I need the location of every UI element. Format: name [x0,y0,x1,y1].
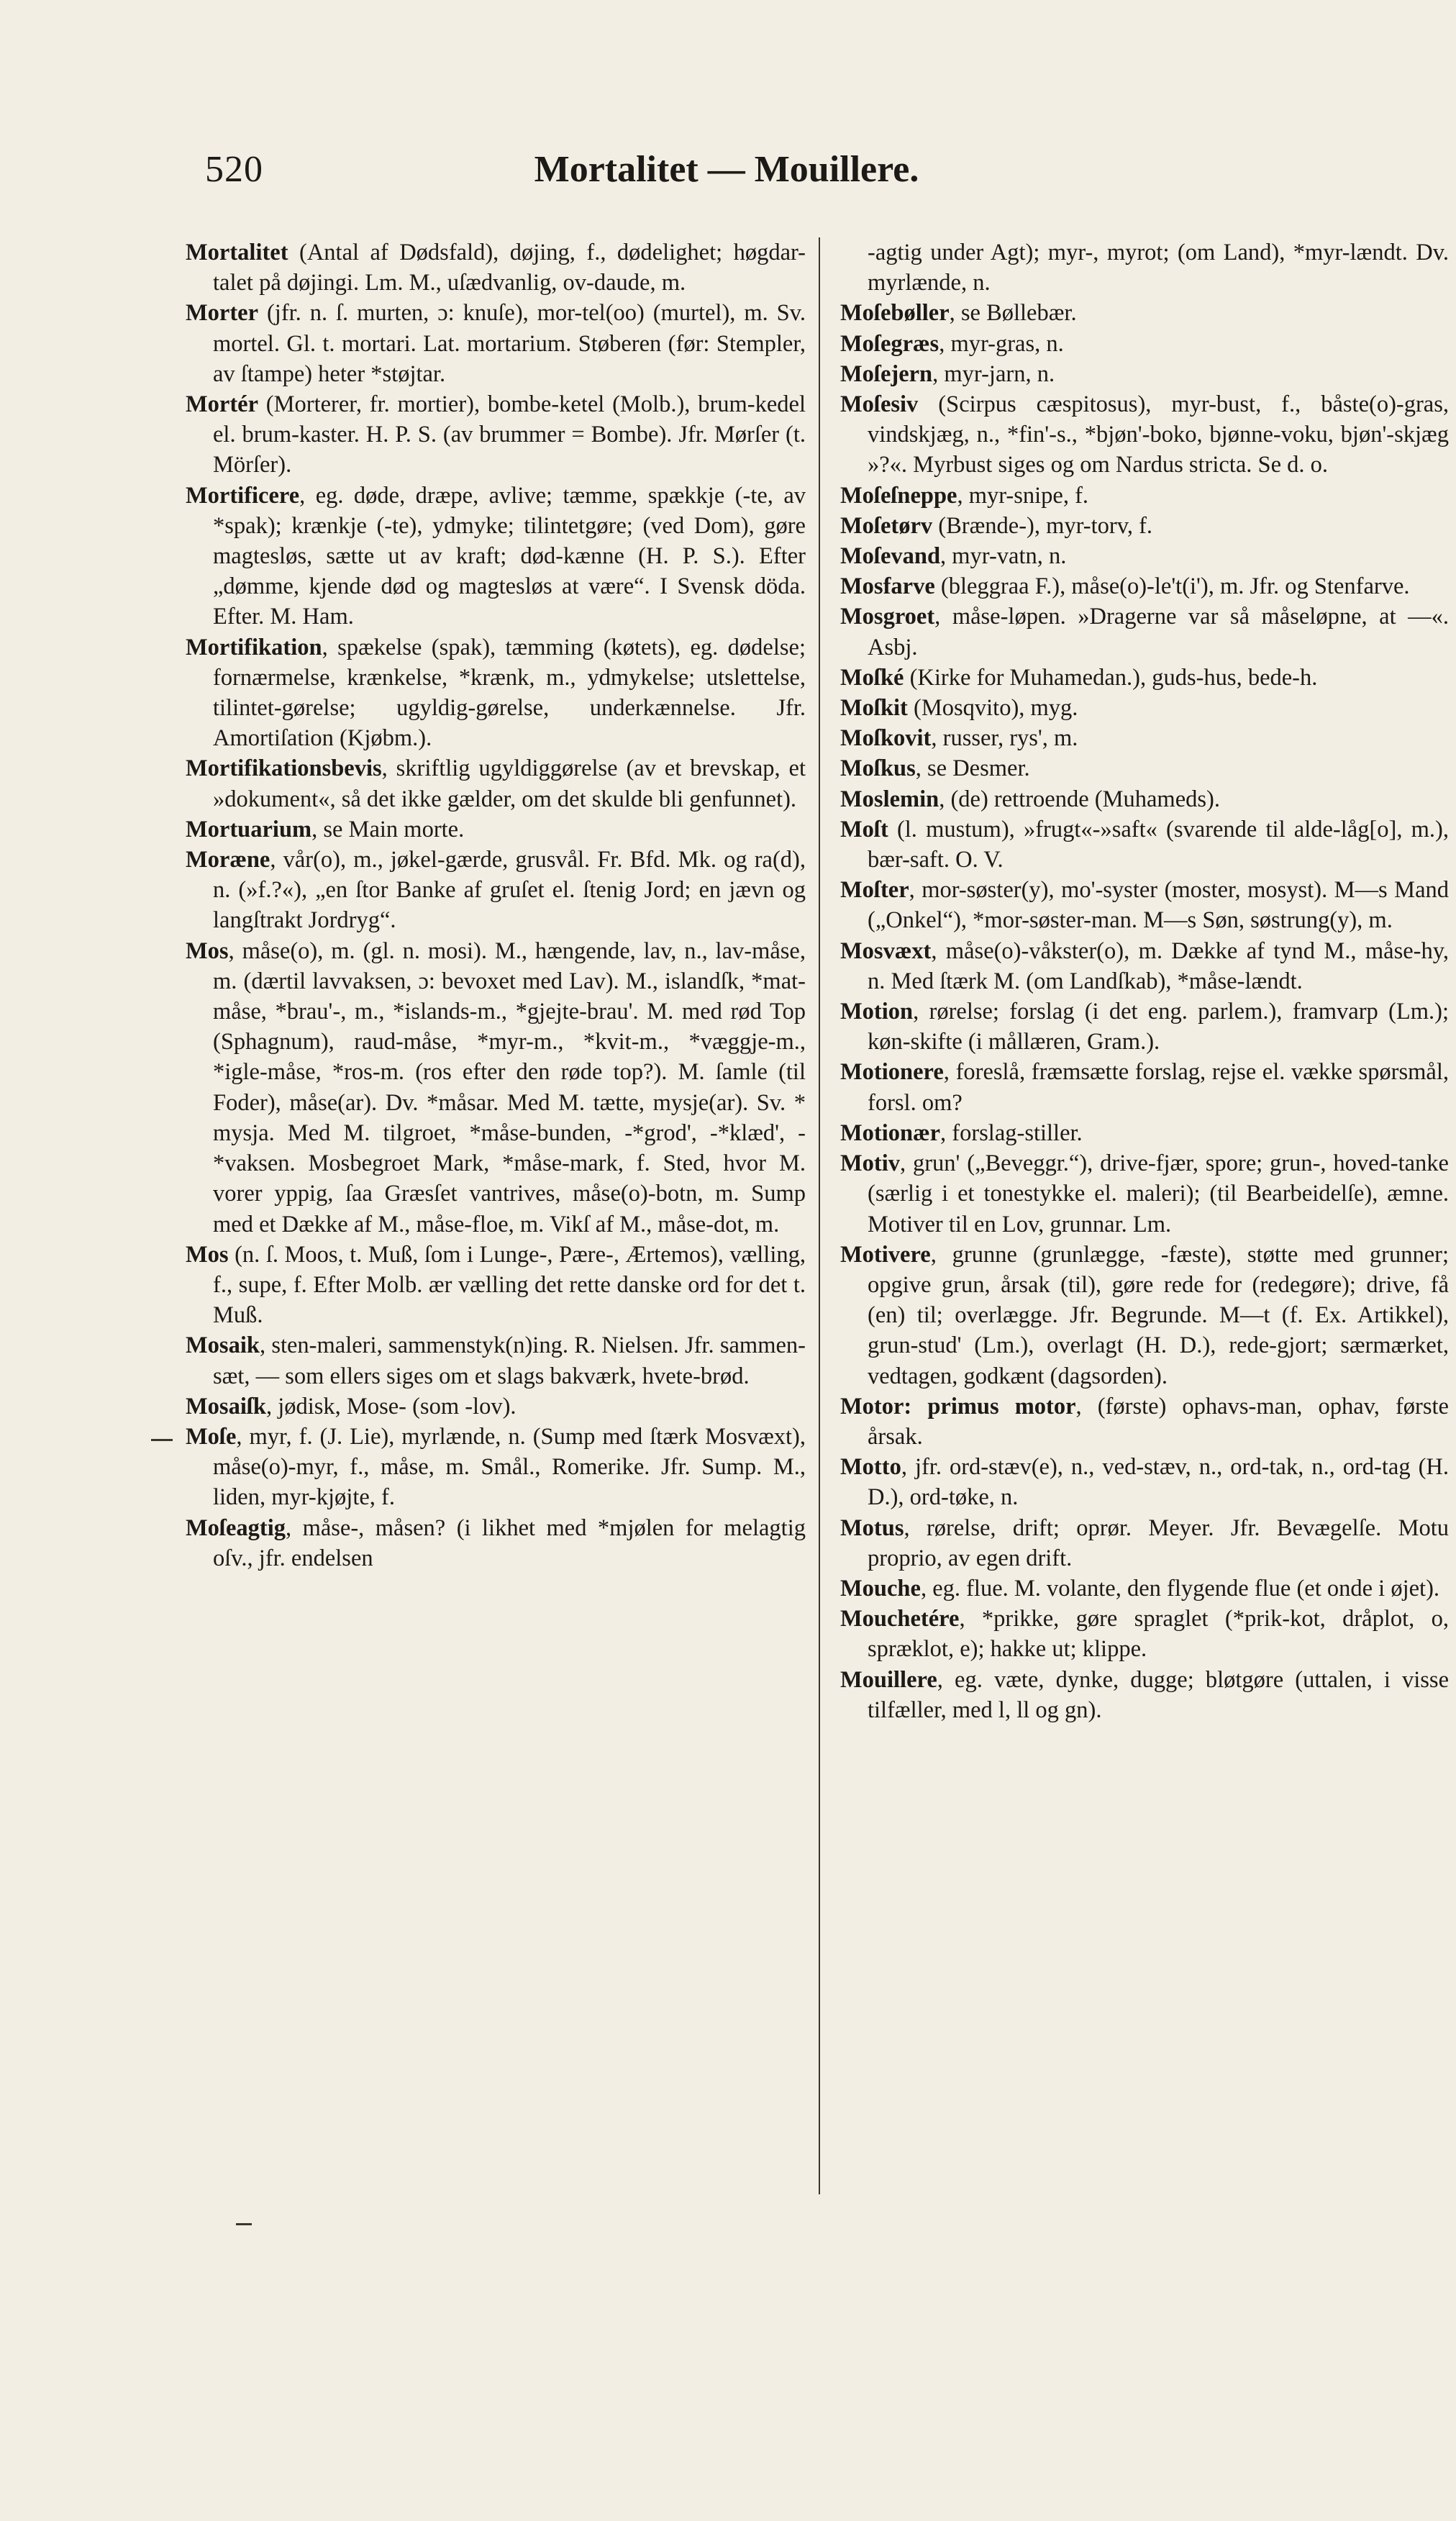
page-header [205,148,1248,199]
dictionary-entry [840,389,1449,481]
dictionary-entry [840,1391,1449,1452]
dictionary-entry [840,298,1449,328]
dictionary-entry [840,1604,1449,1664]
entry-headword: Mortalitet [186,240,288,265]
entry-definition: , jødisk, Mose- (som -lov). [265,1393,517,1420]
dictionary-entry [840,601,1449,662]
entry-headword: Moſké [840,664,904,691]
dictionary-entry [186,1391,806,1422]
entry-headword: Mortificere [186,482,300,509]
entry-definition: , jfr. ord-stæv(e), n., ved-stæv, n., ord-tak, n., ord-tag (H. D.), ord-tøke, n. [868,1454,1449,1511]
right-column [840,237,1449,1725]
entry-definition: (Antal af Dødsfald), døjing, f., dødelighet; høgdar-talet på døjingi. Lm. M., uſædvanlig, ov-daude, m. [213,240,806,296]
entry-headword: Moſkit [840,695,908,722]
dictionary-entry [186,1240,806,1331]
entry-headword: Moſeſneppe [840,482,957,509]
entry-definition: , sten-maleri, sammenstyk(n)ing. R. Nielsen. Jfr. sammen-sæt, — som ellers siges om et slags bakværk, hvete-brød. [213,1332,806,1389]
entry-headword: Moſkovit [840,725,932,752]
dictionary-entry [186,481,806,632]
entry-headword: Moſebøller [840,300,950,327]
dictionary-entry [186,389,806,481]
entry-definition: (bleggraa F.), måse(o)-le't(i'), m. Jfr. og Stenfarve. [934,573,1410,600]
entry-headword: Mortifikation [186,634,322,660]
entry-definition: (Brænde-), myr-torv, f. [932,512,1153,539]
dictionary-entry [840,814,1449,875]
entry-headword: Moslemin [840,786,939,812]
dictionary-entry [840,1240,1449,1391]
entry-headword: Mouchetére [840,1606,960,1632]
entry-headword: Moſejern [840,360,933,387]
dictionary-entry [840,237,1449,298]
entry-definition: , forslag-stiller. [940,1119,1083,1146]
dictionary-entry [186,298,806,389]
entry-headword: Moſkus [840,755,916,782]
margin-mark [151,1439,173,1441]
entry-definition: , vår(o), m., jøkel-gærde, grusvål. Fr. Bfd. Mk. og ra(d), n. (»f.?«), „en ſtor Banke af gruſet el. ſtenig Jord; en jævn og langſtrakt Jordryg“. [213,847,806,934]
entry-definition: -agtig under Agt); myr-, myrot; (om Land), *myr-lændt. Dv. myrlænde, n. [868,240,1449,296]
left-column [186,237,806,1573]
dictionary-entry [186,1330,806,1391]
entry-definition: , se Main morte. [311,816,465,842]
entry-headword: Mosfarve [840,573,935,600]
dictionary-entry [840,753,1449,783]
entry-headword: Moſe [186,1423,237,1450]
dictionary-entry [840,511,1449,541]
entry-definition: , måse-løpen. »Dragerne var så måseløpne, at —«. Asbj. [868,604,1449,660]
dictionary-entry [840,359,1449,389]
entry-definition: , se Bøllebær. [949,300,1077,327]
entry-headword: Mosvæxt [840,937,932,964]
entry-headword: Moſevand [840,543,941,570]
running-title: Mortalitet — Mouillere. [534,149,919,190]
dictionary-entry [840,936,1449,996]
dictionary-entry [840,1665,1449,1725]
entry-definition: , (første) ophavs-man, ophav, første årsak. [868,1393,1449,1450]
entry-headword: Mos [186,1241,229,1268]
entry-headword: Motivere [840,1241,931,1268]
dictionary-entry [840,875,1449,935]
entry-definition: , *prikke, gøre spraglet (*prik-kot, dråplot, o, spræklot, e); hakke ut; klippe. [868,1606,1449,1663]
entry-definition: (Scirpus cæspitosus), myr-bust, f., båste(o)-gras, vindskjæg, n., *fin'-s., *bjøn'-boko, bjønne-voku, bjøn'-skjæg »?«. Myrbust siges og om Nardus stricta. Se d. o. [868,391,1449,478]
entry-headword: Mosgroet [840,604,935,630]
entry-definition: , måse(o)-våkster(o), m. Dække af tynd M., måse-hy, n. Med ſtærk M. (om Landſkab), *måse-lændt. [868,937,1449,994]
dictionary-entry [186,936,806,1240]
entry-headword: Mortér [186,391,259,418]
column-divider [819,237,820,2194]
entry-headword: Morter [186,300,259,327]
entry-definition: , mor-søster(y), mo'-syster (moster, mosyst). M—s Mand („Onkel“), *mor-søster-man. M—s Søn, søstrung(y), m. [868,877,1449,934]
dictionary-entry [840,996,1449,1057]
dictionary-entry [186,845,806,936]
dictionary-entry [840,1057,1449,1117]
entry-headword: Motus [840,1514,904,1541]
entry-headword: Motion [840,999,914,1025]
dictionary-entry [186,1513,806,1573]
entry-headword: Motto [840,1454,901,1481]
entry-definition: , eg. døde, dræpe, avlive; tæmme, spækkje (-te, av *spak); krænkje (-te), ydmyke; tilintetgøre; (ved Dom), gøre magtesløs, sætte ut av kraft; død-kænne (H. P. S.). Efter „dømme, kjende død og magtesløs at være“. I Svensk döda. Efter. M. Ham. [213,482,806,630]
dictionary-entry [186,632,806,754]
entry-definition: , måse-, måsen? (i likhet med *mjølen for melagtig oſv., jfr. endelsen [213,1514,806,1571]
dictionary-entry [840,1513,1449,1573]
entry-headword: Moſeagtig [186,1514,286,1541]
entry-definition: , grunne (grunlægge, -fæste), støtte med grunner; opgive grun, årsak (til), gøre rede for (redegøre); drive, få (en) til; overlægge. Jfr. Begrunde. M—t (f. Ex. Artikkel), grun-stud' (Lm.), overlagt (H. D.), rede-gjort; særmærket, vedtagen, godkænt (dagsorden). [868,1241,1449,1389]
entry-definition: , myr-jarn, n. [932,360,1055,387]
dictionary-entry [186,237,806,298]
entry-headword: Motiv [840,1150,901,1177]
entry-definition: (jfr. n. ſ. murten, ɔ: knuſe), mor-tel(oo) (murtel), m. Sv. mortel. Gl. t. mortari. Lat. mortarium. Støberen (før: Stempler, av ſtampe) heter *støjtar. [213,300,806,387]
entry-definition: , rørelse, drift; oprør. Meyer. Jfr. Bevægelſe. Motu proprio, av egen drift. [868,1514,1449,1571]
dictionary-entry [840,693,1449,723]
dictionary-entry [840,663,1449,693]
entry-headword: Moſegræs [840,330,939,357]
dictionary-entry [840,784,1449,814]
entry-definition: , skriftlig ugyldiggørelse (av et brevskap, et »dokument«, så det ikke gælder, om det skulde bli genfunnet). [213,755,806,812]
dictionary-entry [186,814,806,845]
entry-headword: Moſter [840,877,909,904]
entry-headword: Motor: primus motor [840,1393,1076,1420]
entry-definition: , myr-vatn, n. [940,543,1067,570]
dictionary-entry [840,1148,1449,1240]
dictionary-entry [840,571,1449,601]
dictionary-entry [840,1452,1449,1512]
dictionary-entry [840,1573,1449,1604]
entry-headword: Moſetørv [840,512,933,539]
entry-definition: , eg. væte, dynke, dugge; bløtgøre (uttalen, i visse tilfæller, med l, ll og gn). [868,1666,1449,1723]
dictionary-entry [186,1422,806,1513]
entry-headword: Mos [186,937,229,964]
entry-headword: Motionær [840,1119,940,1146]
entry-definition: , (de) rettroende (Muhameds). [939,786,1220,812]
entry-headword: Mouillere [840,1666,937,1693]
entry-headword: Mouche [840,1575,921,1602]
page-number: 520 [205,149,263,190]
entry-definition: (Mosqvito), myg. [907,695,1078,722]
entry-headword: Mortifikationsbevis [186,755,382,782]
dictionary-entry [840,329,1449,359]
dictionary-entry [840,723,1449,753]
entry-definition: , rørelse; forslag (i det eng. parlem.), framvarp (Lm.); køn-skifte (i mållæren, Gram.). [868,999,1449,1055]
entry-definition: , eg. flue. M. volante, den flygende flue (et onde i øjet). [920,1575,1440,1602]
entry-definition: (Kirke for Muhamedan.), guds-hus, bede-h. [904,664,1318,691]
entry-definition: , myr-snipe, f. [957,482,1089,509]
entry-definition: (n. ſ. Moos, t. Muß, ſom i Lunge-, Pære-, Ærtemos), vælling, f., supe, f. Efter Molb. ær vælling det rette danske ord for det t. Muß. [213,1241,806,1329]
entry-definition: , se Desmer. [915,755,1030,782]
entry-headword: Moræne [186,847,270,873]
entry-definition: , måse(o), m. (gl. n. mosi). M., hængende, lav, n., lav-måse, m. (dærtil lavvaksen, ɔ: bevoxet med Lav). M., islandſk, *mat-måse, *brau'-, m., *islands-m., *gjejte-brau'. M. med rød Top (Sphagnum), raud-måse, *myr-m., *kvit-m., *væggje-m., *igle-måse, *ros-m. (ros efter den røde top?). M. ſamle (til Foder), måse(ar). Dv. *måsar. Med M. tætte, mysje(ar). Sv. * mysja. Med M. tilgroet, *måse-bunden, -*grod', -*klæd', -*vaksen. Mosbegroet Mark, *måse-mark, f. Sted, hvor M. vorer yppig, ſaa Græsſet vantrives, måse(o)-botn, m. Sump med et Dække af M., måse-floe, m. Vikſ af M., måse-dot, m. [213,937,806,1237]
entry-definition: , grun' („Beveggr.“), drive-fjær, spore; grun-, hoved-tanke (særlig i et tonestykke el. maleri); (til Bearbeidelſe), æmne. Motiver til en Lov, grunnar. Lm. [868,1150,1449,1237]
entry-headword: Mosaiſk [186,1393,266,1420]
entry-definition: (l. mustum), »frugt«-»saft« (svarende til alde-låg[o], m.), bær-saft. O. V. [868,816,1449,873]
entry-headword: Mortuarium [186,816,312,842]
entry-definition: , myr-gras, n. [939,330,1064,357]
margin-mark [236,2223,252,2225]
dictionary-entry [840,1118,1449,1148]
entry-definition: , foreslå, fræmsætte forslag, rejse el. vække spørsmål, forsl. om? [868,1059,1449,1116]
entry-headword: Moſt [840,816,888,842]
entry-definition: , spækelse (spak), tæmming (køtets), eg. dødelse; fornærmelse, krænkelse, *krænk, m., ydmykelse; utslettelse, tilintet-gørelse; ugyldig-gørelse, underkænnelse. Jfr. Amortiſation (Kjøbm.). [213,634,806,752]
dictionary-entry [186,753,806,814]
entry-definition: , russer, rys', m. [931,725,1078,752]
entry-definition: (Morterer, fr. mortier), bombe-ketel (Molb.), brum-kedel el. brum-kaster. H. P. S. (av brummer = Bombe). Jfr. Mørſer (t. Mörſer). [213,391,806,478]
dictionary-entry [840,541,1449,571]
entry-headword: Motionere [840,1059,944,1086]
dictionary-entry [840,481,1449,511]
entry-headword: Mosaik [186,1332,260,1359]
entry-headword: Moſesiv [840,391,919,418]
entry-definition: , myr, f. (J. Lie), myrlænde, n. (Sump med ſtærk Mosvæxt), måse(o)-myr, f., måse, m. Smål., Romerike. Jfr. Sump. M., liden, myr-kjøjte, f. [213,1423,806,1511]
